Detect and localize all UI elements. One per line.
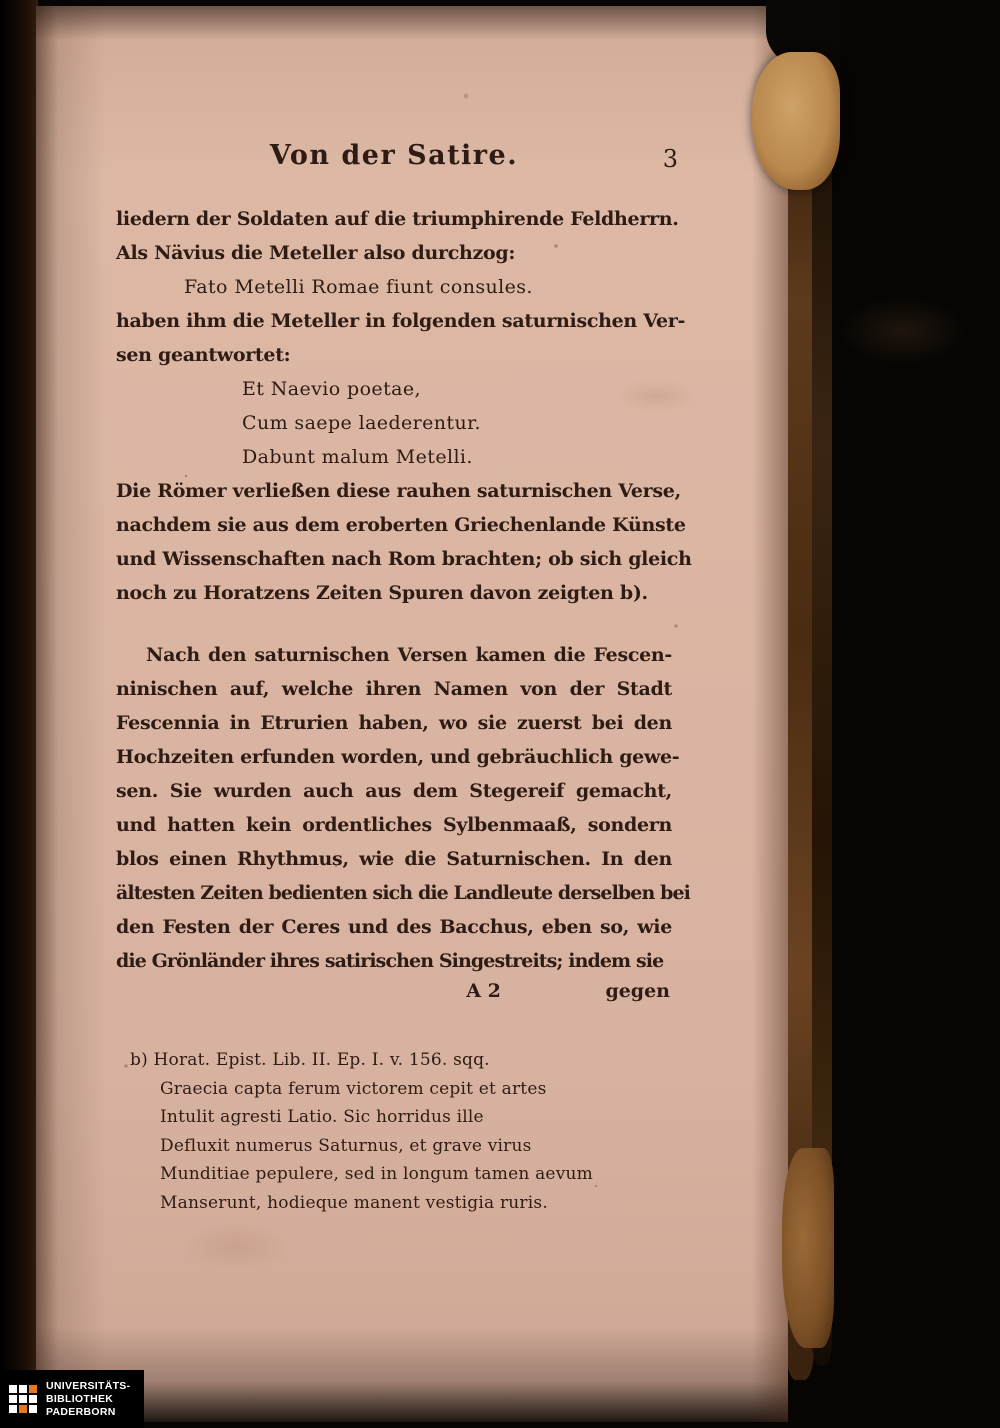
footnote-line: Munditiae pepulere, sed in longum tamen aevum	[160, 1164, 593, 1184]
book-spine-left	[0, 0, 38, 1428]
logo-pixel	[19, 1405, 27, 1413]
text-line: sen. Sie wurden auch aus dem Stegereif gemacht,	[116, 780, 672, 802]
footnote	[116, 1046, 672, 1217]
catchword: gegen	[605, 980, 670, 1002]
text-line: Die Römer verließen diese rauhen saturnischen Verse,	[116, 480, 681, 502]
text-line: und hatten kein ordentliches Sylbenmaaß, sondern	[116, 814, 672, 836]
text-line: Hochzeiten erfunden worden, und gebräuchlich gewe-	[116, 746, 680, 768]
ub-paderborn-logo-icon	[9, 1385, 37, 1413]
worn-corner-bottom	[782, 1148, 834, 1348]
page-title: Von der Satire.	[269, 140, 519, 171]
text-line: sen geantwortet:	[116, 344, 291, 366]
text-line: ältesten Zeiten bedienten sich die Landleute derselben bei	[116, 882, 690, 904]
footnote-line: b) Horat. Epist. Lib. II. Ep. I. v. 156. sqq.	[130, 1050, 490, 1070]
text-block	[116, 140, 692, 1217]
footnote-line: Manserunt, hodieque manent vestigia ruris.	[160, 1192, 548, 1213]
text-line: Fescennia in Etrurien haben, wo sie zuerst bei den	[116, 712, 672, 734]
text-line: blos einen Rhythmus, wie die Saturnischen. In den	[116, 848, 672, 870]
text-line: haben ihm die Meteller in folgenden saturnischen Ver-	[116, 310, 686, 332]
footnote-line: Defluxit numerus Saturnus, et grave virus	[160, 1135, 532, 1156]
logo-pixel	[19, 1395, 27, 1403]
text-line: den Festen der Ceres und des Bacchus, eben so, wie	[116, 916, 672, 938]
logo-pixel	[9, 1385, 17, 1393]
book-page	[36, 6, 788, 1422]
logo-pixel	[29, 1405, 37, 1413]
text-line: Et Naevio poetae,	[242, 378, 421, 400]
body-text	[116, 202, 692, 978]
text-line: Dabunt malum Metelli.	[242, 446, 473, 468]
page-number: 3	[662, 145, 678, 173]
text-line: Als Nävius die Meteller also durchzog:	[116, 242, 516, 264]
text-line: und Wissenschaften nach Rom brachten; ob sich gleich	[116, 548, 692, 570]
text-line: Fato Metelli Romae fiunt consules.	[184, 276, 533, 298]
text-line: die Grönländer ihres satirischen Singestreits; indem sie	[116, 950, 664, 972]
text-line: nachdem sie aus dem eroberten Griechenlande Künste	[116, 514, 686, 536]
text-line: Nach den saturnischen Versen kamen die Fescen-	[146, 644, 672, 666]
signature-mark: A 2	[466, 980, 501, 1002]
watermark-line: UNIVERSITÄTS-	[46, 1379, 131, 1392]
scan-smudge	[838, 296, 968, 366]
library-watermark	[0, 1370, 144, 1428]
worn-corner-top	[752, 52, 840, 190]
watermark-line: BIBLIOTHEK	[46, 1392, 114, 1405]
watermark-line: PADERBORN	[46, 1405, 116, 1418]
text-line: Cum saepe laederentur.	[242, 412, 481, 434]
text-line: noch zu Horatzens Zeiten Spuren davon zeigten b).	[116, 582, 648, 604]
logo-pixel	[9, 1405, 17, 1413]
running-header	[116, 140, 678, 180]
library-name	[46, 1380, 130, 1419]
text-line: ninischen auf, welche ihren Namen von der Stadt	[116, 678, 672, 700]
text-line: liedern der Soldaten auf die triumphirende Feldherrn.	[116, 208, 679, 230]
logo-pixel	[29, 1385, 37, 1393]
logo-pixel	[29, 1395, 37, 1403]
signature-line	[116, 980, 672, 1016]
logo-pixel	[19, 1385, 27, 1393]
footnote-line: Graecia capta ferum victorem cepit et artes	[160, 1078, 547, 1099]
logo-pixel	[9, 1395, 17, 1403]
footnote-line: Intulit agresti Latio. Sic horridus ille	[160, 1107, 484, 1127]
